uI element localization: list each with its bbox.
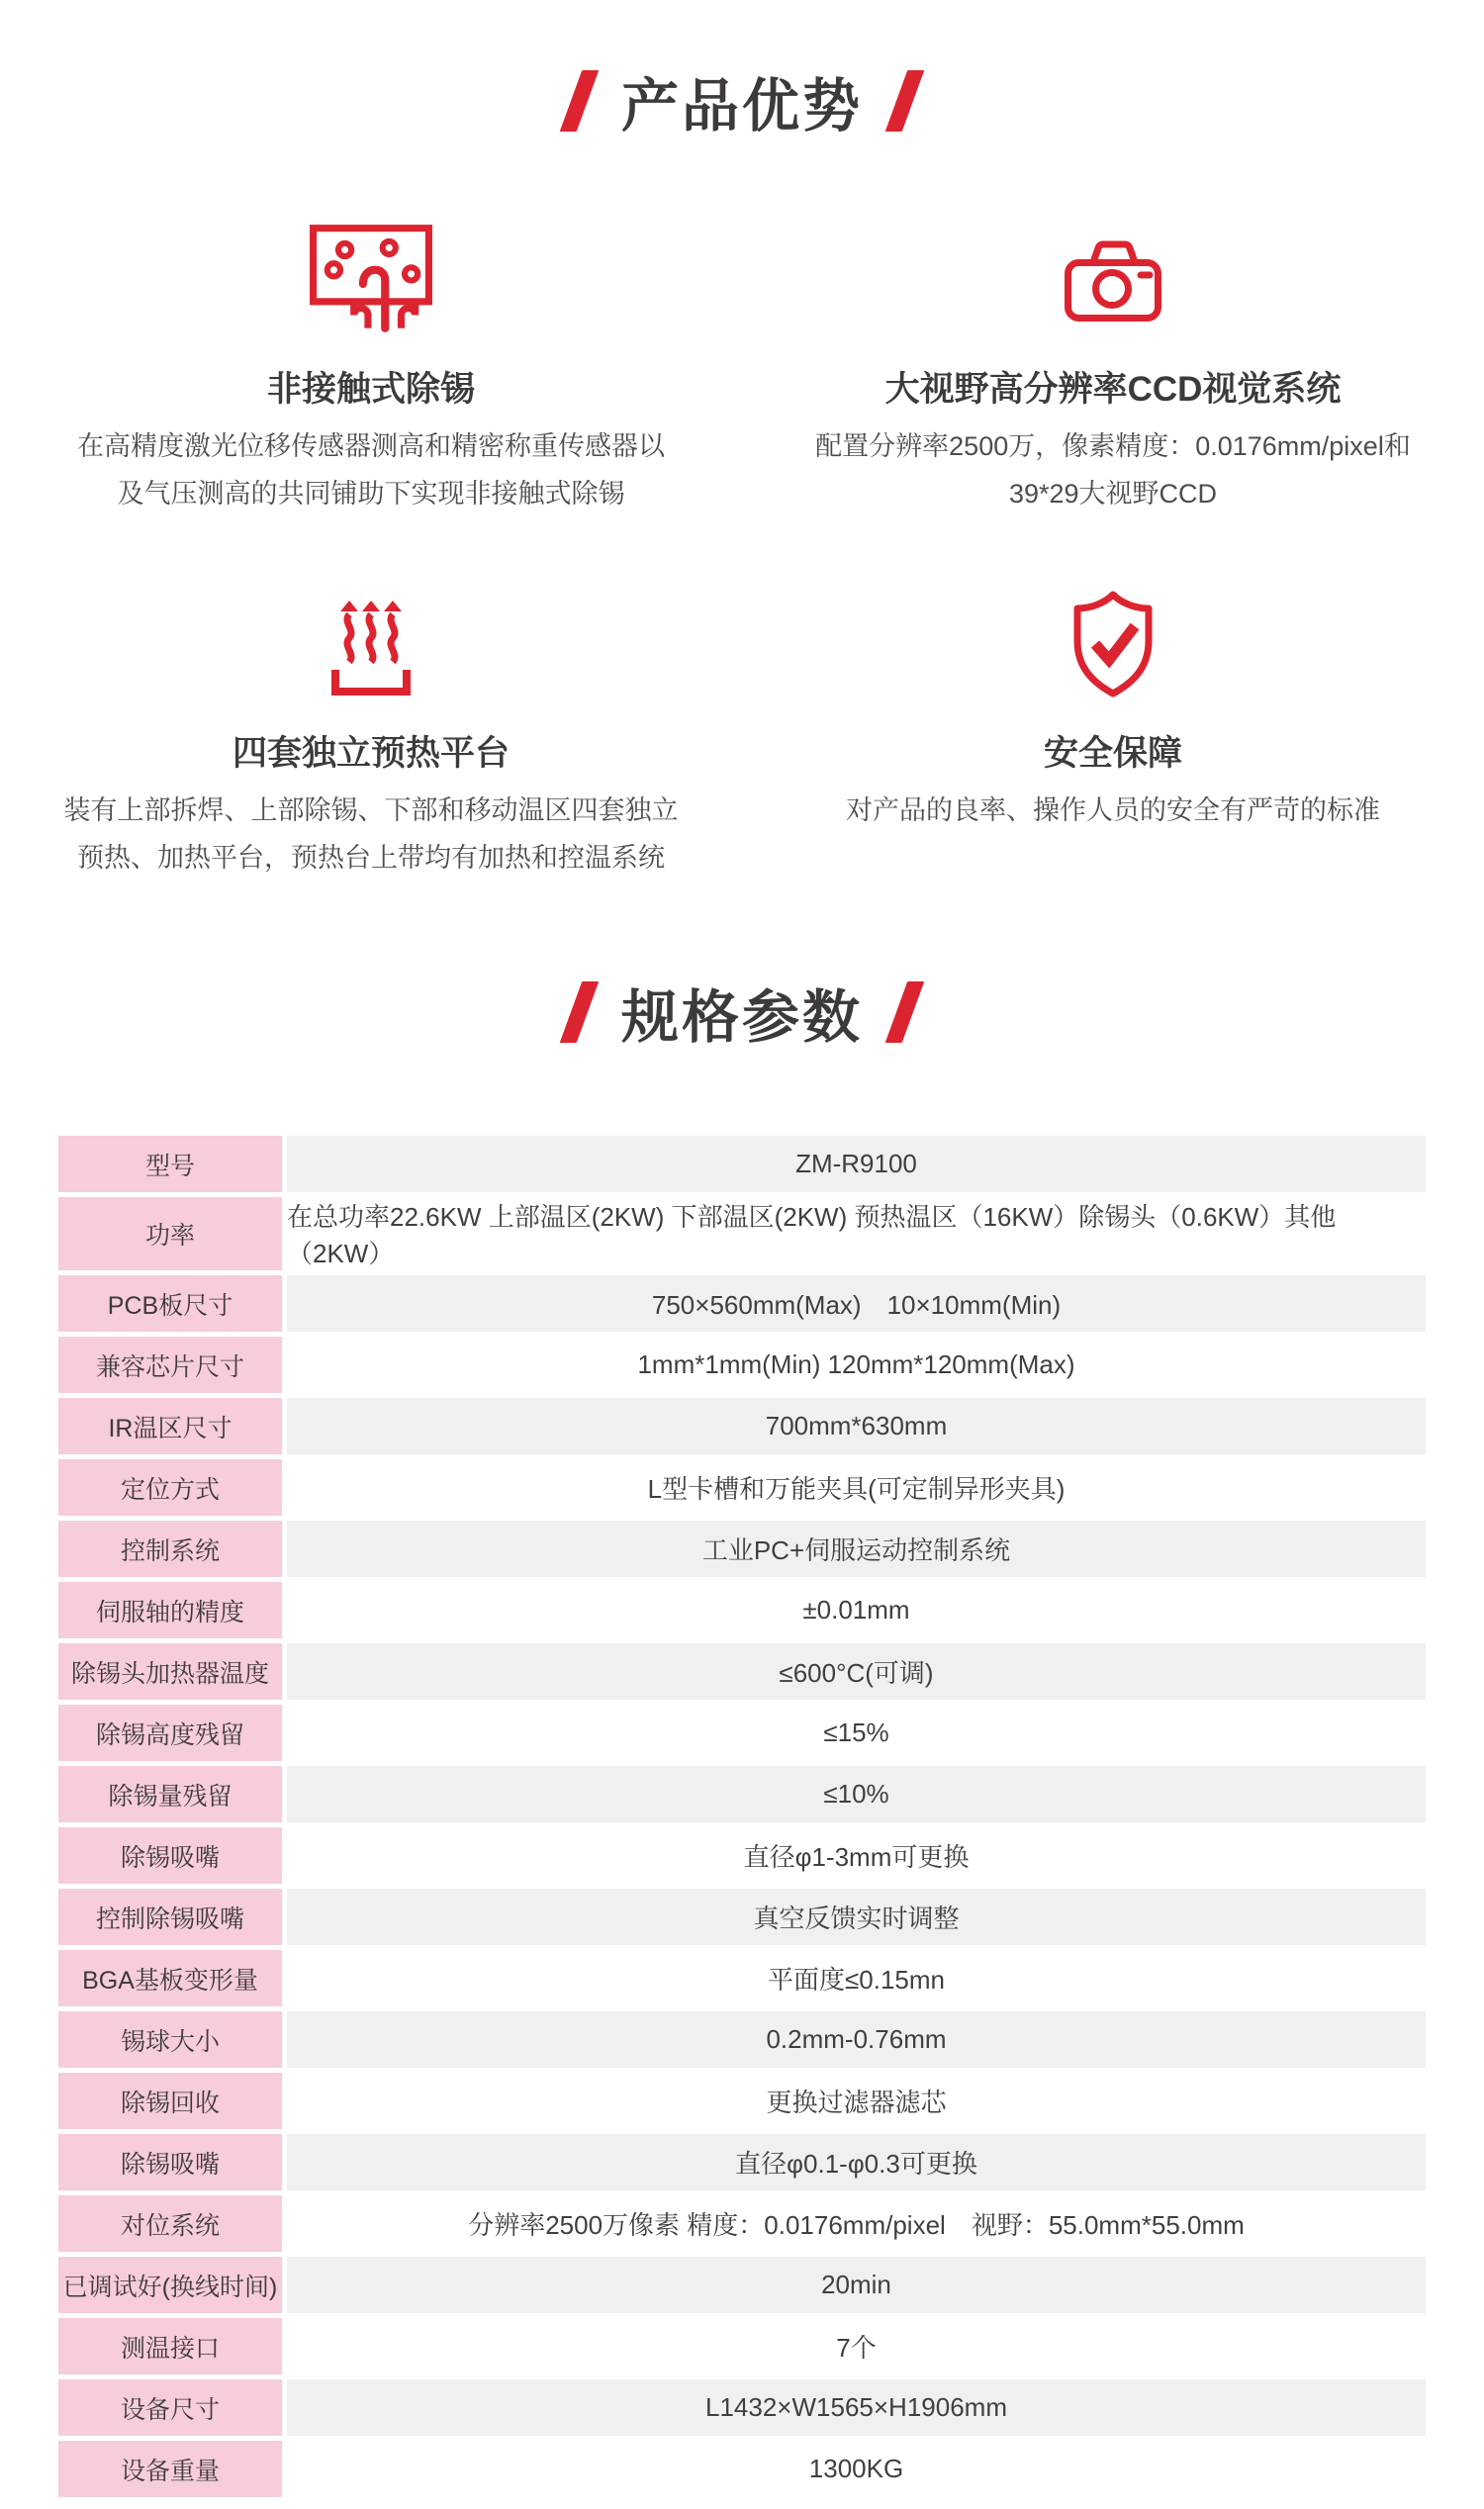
feature-desc xyxy=(77,422,665,517)
spec-value: 工业PC+伺服运动控制系统 xyxy=(287,1521,1426,1577)
feature-desc-line: 配置分辨率2500万，像素精度：0.0176mm/pixel和 xyxy=(815,431,1411,461)
feature-desc xyxy=(64,787,679,882)
spec-value: 在总功率22.6KW 上部温区(2KW) 下部温区(2KW) 预热温区（16KW）除锡头（0.6KW）其他（2KW） xyxy=(287,1202,1337,1268)
spec-value: 7个 xyxy=(836,2333,877,2363)
spec-label: 功率 xyxy=(58,1197,282,1270)
advantages-title: 产品优势 xyxy=(620,74,863,139)
table-row xyxy=(58,2257,1426,2313)
camera-icon xyxy=(1054,223,1172,343)
table-row xyxy=(58,1197,1426,1270)
table-row xyxy=(58,1766,1426,1822)
spec-label: BGA基板变形量 xyxy=(58,1950,282,2006)
spec-label: 设备重量 xyxy=(58,2441,282,2497)
table-row xyxy=(58,2195,1426,2252)
specs-section xyxy=(0,965,1484,2497)
spec-label: 除锡量残留 xyxy=(58,1766,282,1822)
spec-table xyxy=(58,1136,1426,2497)
spec-label: 除锡吸嘴 xyxy=(58,1827,282,1884)
feature-card-desolder xyxy=(0,223,742,517)
spec-value: L型卡槽和万能夹具(可定制异形夹具) xyxy=(647,1474,1066,1504)
spec-label: 控制系统 xyxy=(58,1521,282,1577)
specs-heading xyxy=(0,965,1484,1060)
spec-value: 直径φ1-3mm可更换 xyxy=(743,1842,970,1872)
spec-label: 锡球大小 xyxy=(58,2011,282,2068)
table-row xyxy=(58,1827,1426,1884)
spec-label: 测温接口 xyxy=(58,2318,282,2374)
feature-desc-line: 装有上部拆焊、上部除锡、下部和移动温区四套独立 xyxy=(63,795,679,825)
table-row xyxy=(58,1705,1426,1761)
feature-grid xyxy=(0,223,1484,882)
feature-desc-line: 对产品的良率、操作人员的安全有严苛的标准 xyxy=(846,795,1380,825)
spec-label: 型号 xyxy=(58,1136,282,1192)
advantages-section xyxy=(0,0,1484,882)
table-row xyxy=(58,1582,1426,1638)
feature-card-ccd xyxy=(742,223,1484,517)
shield-check-icon xyxy=(1054,587,1172,707)
heading-slash-right xyxy=(885,70,925,132)
spec-label: 已调试好(换线时间) xyxy=(58,2257,282,2313)
spec-value: 700mm*630mm xyxy=(287,1398,1426,1454)
table-row xyxy=(58,1950,1426,2006)
spec-label: 除锡头加热器温度 xyxy=(58,1643,282,1700)
table-row xyxy=(58,1643,1426,1700)
feature-desc-line: 及气压测高的共同铺助下实现非接触式除锡 xyxy=(117,479,625,509)
table-row xyxy=(58,2379,1426,2436)
table-row xyxy=(58,1889,1426,1945)
feature-card-safety xyxy=(742,587,1484,882)
table-row xyxy=(58,2011,1426,2068)
spec-value: ≤15% xyxy=(823,1718,889,1747)
table-row xyxy=(58,2318,1426,2374)
spec-label: 设备尺寸 xyxy=(58,2379,282,2436)
spec-label: 除锡回收 xyxy=(58,2073,282,2129)
feature-title: 非接触式除锡 xyxy=(266,370,475,409)
spec-label: 定位方式 xyxy=(58,1459,282,1516)
spec-value: ≤600°C(可调) xyxy=(287,1643,1426,1700)
table-row xyxy=(58,1398,1426,1454)
spec-value: 20min xyxy=(287,2257,1426,2313)
table-row xyxy=(58,1459,1426,1516)
spec-value: 平面度≤0.15mn xyxy=(768,1965,945,1995)
spec-label: IR温区尺寸 xyxy=(58,1398,282,1454)
spec-label: 除锡高度残留 xyxy=(58,1705,282,1761)
feature-desc xyxy=(815,422,1411,517)
spec-label: PCB板尺寸 xyxy=(58,1275,282,1332)
spec-label: 伺服轴的精度 xyxy=(58,1582,282,1638)
feature-desc-line: 39*29大视野CCD xyxy=(1008,479,1218,509)
spec-label: 对位系统 xyxy=(58,2195,282,2252)
spec-value: 直径φ0.1-φ0.3可更换 xyxy=(287,2134,1426,2190)
spec-value: ±0.01mm xyxy=(802,1595,910,1625)
spec-label: 除锡吸嘴 xyxy=(58,2134,282,2190)
preheat-platform-icon xyxy=(312,587,430,707)
spec-value: 分辨率2500万像素 精度：0.0176mm/pixel 视野：55.0mm*55.0mm xyxy=(468,2210,1245,2240)
feature-card-preheat xyxy=(0,587,742,882)
feature-desc-line: 在高精度激光位移传感器测高和精密称重传感器以 xyxy=(77,431,665,461)
heading-slash-left xyxy=(560,70,600,132)
table-row xyxy=(58,1275,1426,1332)
feature-title: 四套独立预热平台 xyxy=(232,734,510,773)
feature-title: 安全保障 xyxy=(1043,734,1182,773)
spec-value: 真空反馈实时调整 xyxy=(287,1889,1426,1945)
spec-value: ZM-R9100 xyxy=(287,1136,1426,1192)
table-row xyxy=(58,2134,1426,2190)
feature-title: 大视野高分辨率CCD视觉系统 xyxy=(884,370,1342,409)
table-row xyxy=(58,2441,1426,2497)
desolder-nozzle-icon xyxy=(309,223,433,343)
heading-slash-left xyxy=(560,981,600,1043)
spec-value: 750×560mm(Max) 10×10mm(Min) xyxy=(287,1275,1426,1332)
advantages-heading xyxy=(0,0,1484,148)
heading-slash-right xyxy=(885,981,925,1043)
spec-label: 兼容芯片尺寸 xyxy=(58,1337,282,1393)
feature-desc-line: 预热、加热平台，预热台上带均有加热和控温系统 xyxy=(77,843,665,873)
table-row xyxy=(58,2073,1426,2129)
feature-desc xyxy=(846,787,1380,834)
spec-value: ≤10% xyxy=(287,1766,1426,1822)
spec-value: L1432×W1565×H1906mm xyxy=(287,2379,1426,2436)
spec-value: 0.2mm-0.76mm xyxy=(287,2011,1426,2068)
specs-title: 规格参数 xyxy=(620,985,863,1050)
spec-value: 1300KG xyxy=(808,2454,904,2483)
spec-label: 控制除锡吸嘴 xyxy=(58,1889,282,1945)
spec-value: 1mm*1mm(Min) 120mm*120mm(Max) xyxy=(637,1349,1075,1379)
table-row xyxy=(58,1521,1426,1577)
table-row xyxy=(58,1136,1426,1192)
table-row xyxy=(58,1337,1426,1393)
spec-value: 更换过滤器滤芯 xyxy=(766,2088,947,2117)
